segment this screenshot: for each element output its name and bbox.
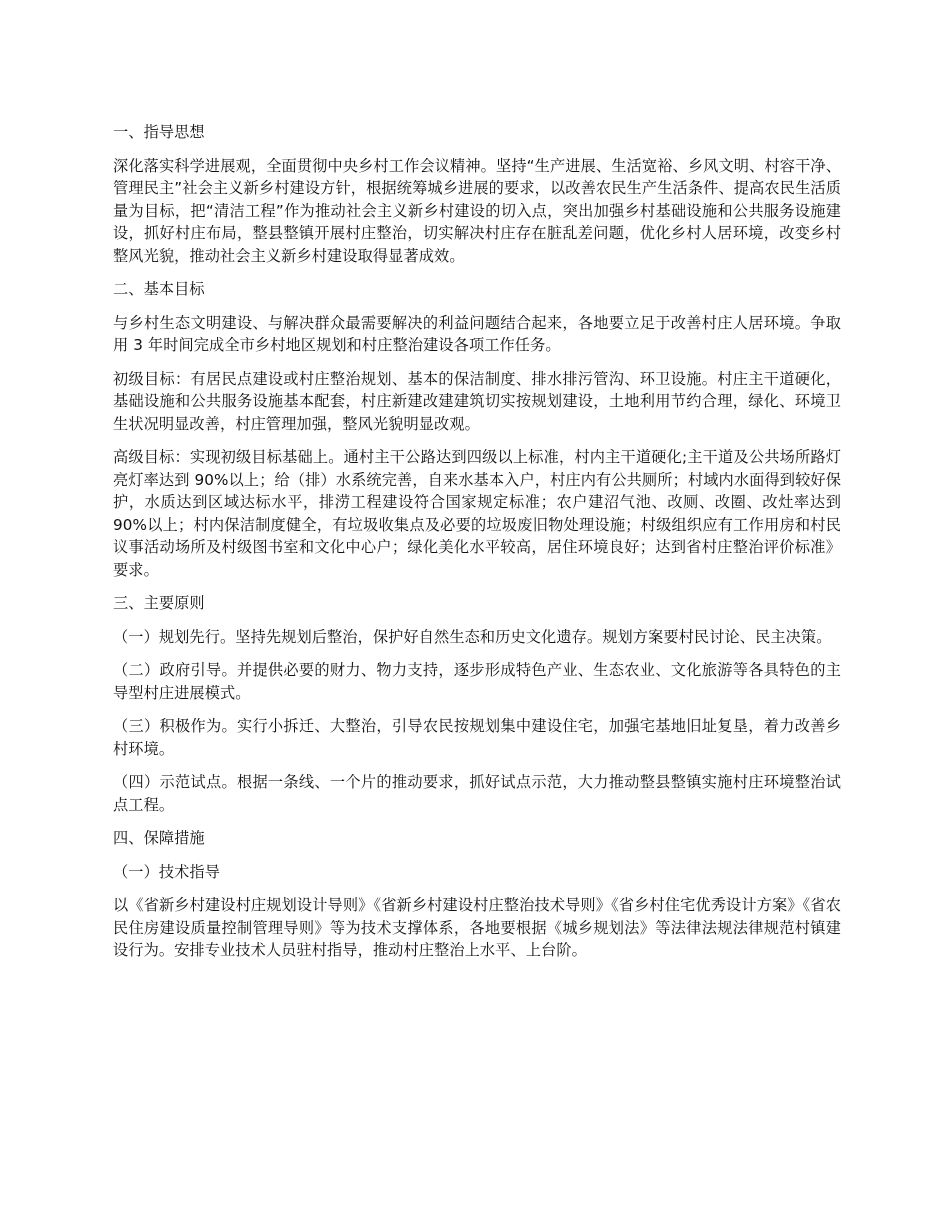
section-heading-basic-goals: 二、基本目标 xyxy=(113,280,205,298)
section-heading-safeguards: 四、保障措施 xyxy=(113,829,205,847)
paragraph-guiding-thought: 深化落实科学进展观，全面贯彻中央乡村工作会议精神。坚持“生产进展、生活宽裕、乡风文明、村容干净、管理民主”社会主义新乡村建设方针，根据统筹城乡进展的要求，以改善农民生产生活条件、提高农民生活质量为目标，把“清洁工程”作为推动社会主义新乡村建设的切入点，突出加强乡村基础设施和公共服务设施建设，抓好村庄布局，整县整镇开展村庄整治，切实解决村庄存在脏乱差问题，优化乡村人居环境，改变乡村整风光貌，推动社会主义新乡村建设取得显著成效。 xyxy=(113,156,841,265)
paragraph-basic-goals: 与乡村生态文明建设、与解决群众最需要解决的利益问题结合起来，各地要立足于改善村庄人居环境。争取用 3 年时间完成全市乡村地区规划和村庄整治建设各项工作任务。 xyxy=(113,313,841,354)
section-heading-guiding-thought: 一、指导思想 xyxy=(113,123,205,141)
document-body xyxy=(113,121,841,973)
paragraph-principle-government: （二）政府引导。并提供必要的财力、物力支持，逐步形成特色产业、生态农业、文化旅游等各具特色的主导型村庄进展模式。 xyxy=(113,661,841,702)
paragraph-primary-goals: 初级目标：有居民点建设或村庄整治规划、基本的保洁制度、排水排污管沟、环卫设施。村庄主干道硬化，基础设施和公共服务设施基本配套，村庄新建改建建筑切实按规划建设，土地利用节约合理，绿化、环境卫生状况明显改善，村庄管理加强，整风光貌明显改观。 xyxy=(113,369,841,433)
paragraph-principle-action: （三）积极作为。实行小拆迁、大整治，引导农民按规划集中建设住宅，加强宅基地旧址复垦，着力改善乡村环境。 xyxy=(113,717,841,758)
subheading-technical-guidance: （一）技术指导 xyxy=(113,862,221,881)
paragraph-technical-guidance: 以《省新乡村建设村庄规划设计导则》《省新乡村建设村庄整治技术导则》《省乡村住宅优秀设计方案》《省农民住房建设质量控制管理导则》等为技术支撑体系，各地要根据《城乡规划法》等法律法规法律规范村镇建设行为。安排专业技术人员驻村指导，推动村庄整治上水平、上台阶。 xyxy=(113,896,841,959)
section-heading-main-principles: 三、主要原则 xyxy=(113,594,205,612)
paragraph-principle-planning: （一）规划先行。坚持先规划后整治，保护好自然生态和历史文化遗存。规划方案要村民讨论、民主决策。 xyxy=(113,627,832,646)
paragraph-principle-pilot: （四）示范试点。根据一条线、一个片的推动要求，抓好试点示范，大力推动整县整镇实施村庄环境整治试点工程。 xyxy=(113,773,841,814)
paragraph-advanced-goals: 高级目标：实现初级目标基础上。通村主干公路达到四级以上标准，村内主干道硬化;主干道及公共场所路灯亮灯率达到 90%以上；给（排）水系统完善，自来水基本入户，村庄内有公共厕所；村域内水面得到较好保护，水质达到区域达标水平，排涝工程建设符合国家规定标准；农户建沼气池、改厕、改圈、改灶率达到 90%以上；村内保洁制度健全，有垃圾收集点及必要的垃圾废旧物处理设施；村级组织应有工作用房和村民议事活动场所及村级图书室和文化中心户；绿化美化水平较高，居住环境良好；达到省村庄整治评价标准》要求。 xyxy=(113,448,841,579)
